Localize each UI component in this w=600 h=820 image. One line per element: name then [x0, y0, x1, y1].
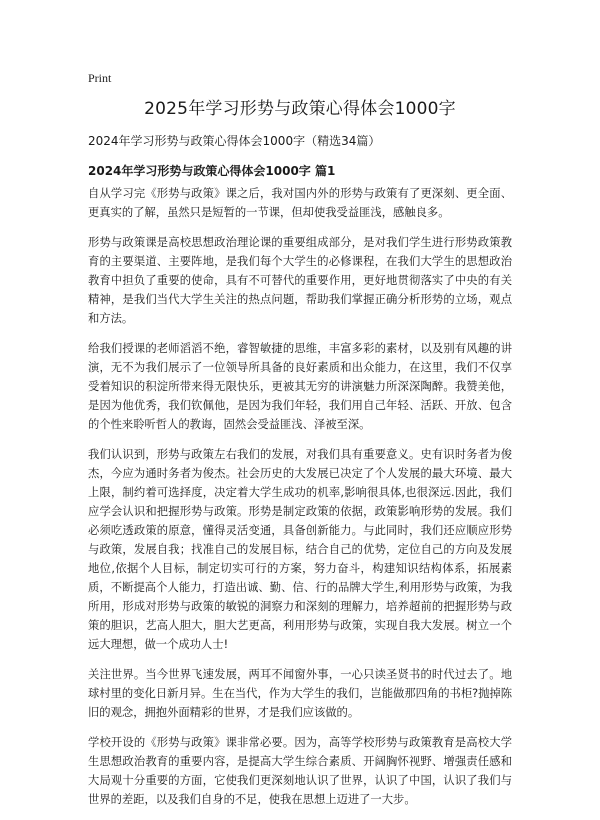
paragraph: 关注世界。当今世界飞速发展，两耳不闻窗外事，一心只读圣贤书的时代过去了。地球村里的变化日新月异。生在当代，作为大学生的我们，岂能做那四角的书柜?抛掉陈旧的观念，拥抱外面精彩的世界，才是我们应该做的。 [88, 668, 512, 719]
paragraph: 形势与政策课是高校思想政治理论课的重要组成部分，是对我们学生进行形势政策教育的主要渠道、主要阵地，是我们每个大学生的必修课程，在我们大学生的思想政治教育中担负了重要的使命，具有不可替代的重要作用，更好地贯彻落实了中央的有关精神，是我们当代大学生关注的热点问题，帮助我们掌握正确分析形势的立场，观点和方法。 [88, 236, 512, 325]
article-body [88, 184, 512, 820]
document-subtitle: 2024年学习形势与政策心得体会1000字（精选34篇） [88, 134, 381, 148]
document-title: 2025年学习形势与政策心得体会1000字 [144, 99, 456, 119]
paragraph: 学校开设的《形势与政策》课非常必要。因为，高等学校形势与政策教育是高校大学生思想政治教育的重要内容，是提高大学生综合素质、开阔胸怀视野、增强责任感和大局观十分重要的方面，它使我们更深刻地认识了世界，认识了中国，认识了我们与世界的差距，以及我们自身的不足，使我在思想上迈进了一大步。 [88, 736, 512, 806]
print-link[interactable]: Print [88, 71, 112, 85]
paragraph: 自从学习完《形势与政策》课之后，我对国内外的形势与政策有了更深刻、更全面、更真实的了解，虽然只是短暂的一节课，但却使我受益匪浅，感触良多。 [88, 187, 512, 219]
paragraph: 我们认识到，形势与政策左右我们的发展，对我们具有重要意义。史有识时务者为俊杰，今应为通时务者为俊杰。社会历史的大发展已决定了个人发展的最大环境、最大上限，制约着可选择度，决定着大学生成功的机率,影响很具体,也很深远.因此，我们应学会认识和把握形势与政策。形势是制定政策的依据，政策影响形势的发展。我们必须吃透政策的原意，懂得灵活变通，具备创新能力。与此同时，我们还应顺应形势与政策，发展自我；找准自己的发展目标，结合自己的优势，定位自己的方向及发展地位,依据个人目标，制定切实可行的方案，努力奋斗，构建知识结构体系，拓展素质，不断提高个人能力，打造出诚、勤、信、行的品牌大学生,利用形势与政策，为我所用，形成对形势与政策的敏锐的洞察力和深刻的理解力，培养超前的把握形势与政策的胆识，艺高人胆大，胆大艺更高，利用形势与政策，实现自我大发展。树立一个远大理想，做一个成功人士! [88, 448, 512, 651]
section-heading: 2024年学习形势与政策心得体会1000字 篇1 [88, 164, 336, 178]
paragraph: 给我们授课的老师滔滔不绝，睿智敏捷的思维，丰富多彩的素材，以及别有风趣的讲演，无不为我们展示了一位领导所具备的良好素质和出众能力，在这里，我们不仅享受着知识的积淀所带来得无限快乐，更被其无穷的讲演魅力所深深陶醉。我赞美他，是因为他优秀，我们钦佩他，是因为我们年轻，我们用自己年轻、活跃、开放、包含的个性来聆听哲人的教诲，固然会受益匪浅、泽被至深。 [88, 342, 512, 431]
